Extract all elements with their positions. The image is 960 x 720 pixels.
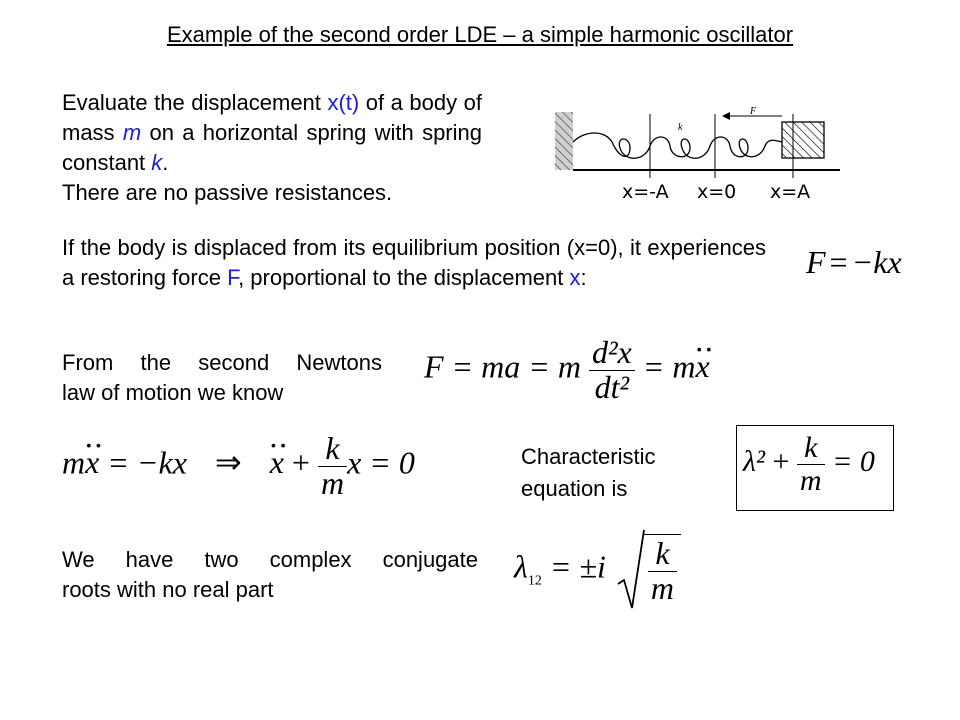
equation-characteristic	[743, 432, 875, 496]
char-tail: = 0	[824, 444, 875, 478]
newton-derivative-den: dt²	[589, 370, 635, 405]
motion-plus: +	[283, 444, 318, 481]
intro-text-5: There are no passive resistances.	[62, 180, 393, 205]
char-plus: +	[765, 444, 797, 478]
intro-text-1: Evaluate the displacement	[62, 90, 328, 115]
hooke-rhs: −kx	[851, 244, 902, 280]
restoring-x-symbol: x	[569, 265, 581, 290]
newton-x-double-dot: ·· x	[695, 348, 709, 385]
newton-derivative-num: d²x	[591, 334, 632, 370]
newton-line-1: From the second Newtons	[62, 350, 382, 375]
restoring-force-paragraph	[62, 233, 766, 293]
characteristic-line-1: Characteristic	[521, 444, 656, 469]
implies-symbol: ⇒	[214, 444, 242, 481]
hooke-lhs: F	[806, 244, 826, 280]
mass-block	[782, 122, 824, 158]
wall	[555, 112, 573, 170]
roots-text	[62, 545, 478, 605]
characteristic-text	[521, 441, 655, 505]
spring-coil	[573, 133, 782, 158]
newton-line-2: law of motion we know	[62, 380, 284, 405]
restoring-text-2: , proportional to the displacement	[238, 265, 570, 290]
characteristic-line-2: equation is	[521, 476, 628, 501]
motion-x-double-dot: ·· x	[85, 444, 99, 481]
roots-subscript: 12	[527, 573, 542, 589]
square-root-sign	[616, 528, 646, 612]
roots-equals-plusminus: = ±	[541, 548, 598, 585]
char-k-over-m	[797, 432, 825, 496]
intro-text-3: on a horizontal spring with spring constant	[62, 120, 482, 175]
motion-k: k	[325, 430, 340, 466]
char-lambda-squared: λ²	[743, 444, 765, 478]
motion-mass: m	[62, 444, 86, 481]
label-x-minus-a: x=-A	[622, 181, 669, 203]
roots-k-over-m	[644, 534, 681, 605]
motion-tail: x = 0	[347, 444, 415, 481]
intro-spring-constant: k	[151, 150, 163, 175]
characteristic-equation-box	[736, 425, 894, 511]
intro-xt: x(t)	[327, 90, 360, 115]
label-x-zero: x=0	[697, 181, 737, 203]
motion-k-over-m	[318, 432, 347, 500]
spring-label: k	[678, 122, 683, 133]
char-m: m	[797, 464, 825, 497]
motion-ode-x-double-dot: ·· x	[270, 444, 284, 481]
roots-imaginary-unit: i	[597, 548, 606, 585]
hooke-equals: =	[829, 244, 848, 280]
char-k: k	[804, 431, 818, 464]
motion-rhs: = −kx	[99, 444, 187, 481]
roots-line-1: We have two complex conjugate	[62, 547, 478, 572]
intro-text-2: of a body of mass	[62, 90, 482, 145]
force-label: F	[750, 106, 757, 117]
intro-paragraph	[62, 88, 482, 208]
slide-title: Example of the second order LDE – a simple harmonic oscillator	[166, 22, 794, 47]
newton-text	[62, 348, 382, 408]
newton-eq-part-1: F = ma = m	[424, 348, 581, 385]
equation-newton	[424, 336, 710, 404]
label-x-a: x=A	[770, 181, 811, 203]
restoring-text-1: If the body is displaced from its equilibrium position (x=0), it experiences a restoring force	[62, 235, 766, 290]
intro-text-4: .	[162, 150, 169, 175]
motion-m: m	[318, 466, 347, 501]
equation-motion	[62, 432, 415, 500]
newton-eq-part-2: = m	[634, 348, 696, 385]
equation-hooke	[806, 244, 902, 281]
roots-lambda: λ	[514, 548, 528, 585]
newton-derivative-fraction	[589, 336, 635, 404]
intro-mass: m	[122, 120, 142, 145]
restoring-text-3: :	[580, 265, 587, 290]
spring-mass-diagram	[550, 100, 850, 205]
equation-roots	[514, 528, 681, 618]
roots-line-2: roots with no real part	[62, 577, 274, 602]
roots-k: k	[655, 535, 670, 572]
restoring-force-symbol: F	[227, 265, 239, 290]
roots-m: m	[648, 571, 677, 606]
